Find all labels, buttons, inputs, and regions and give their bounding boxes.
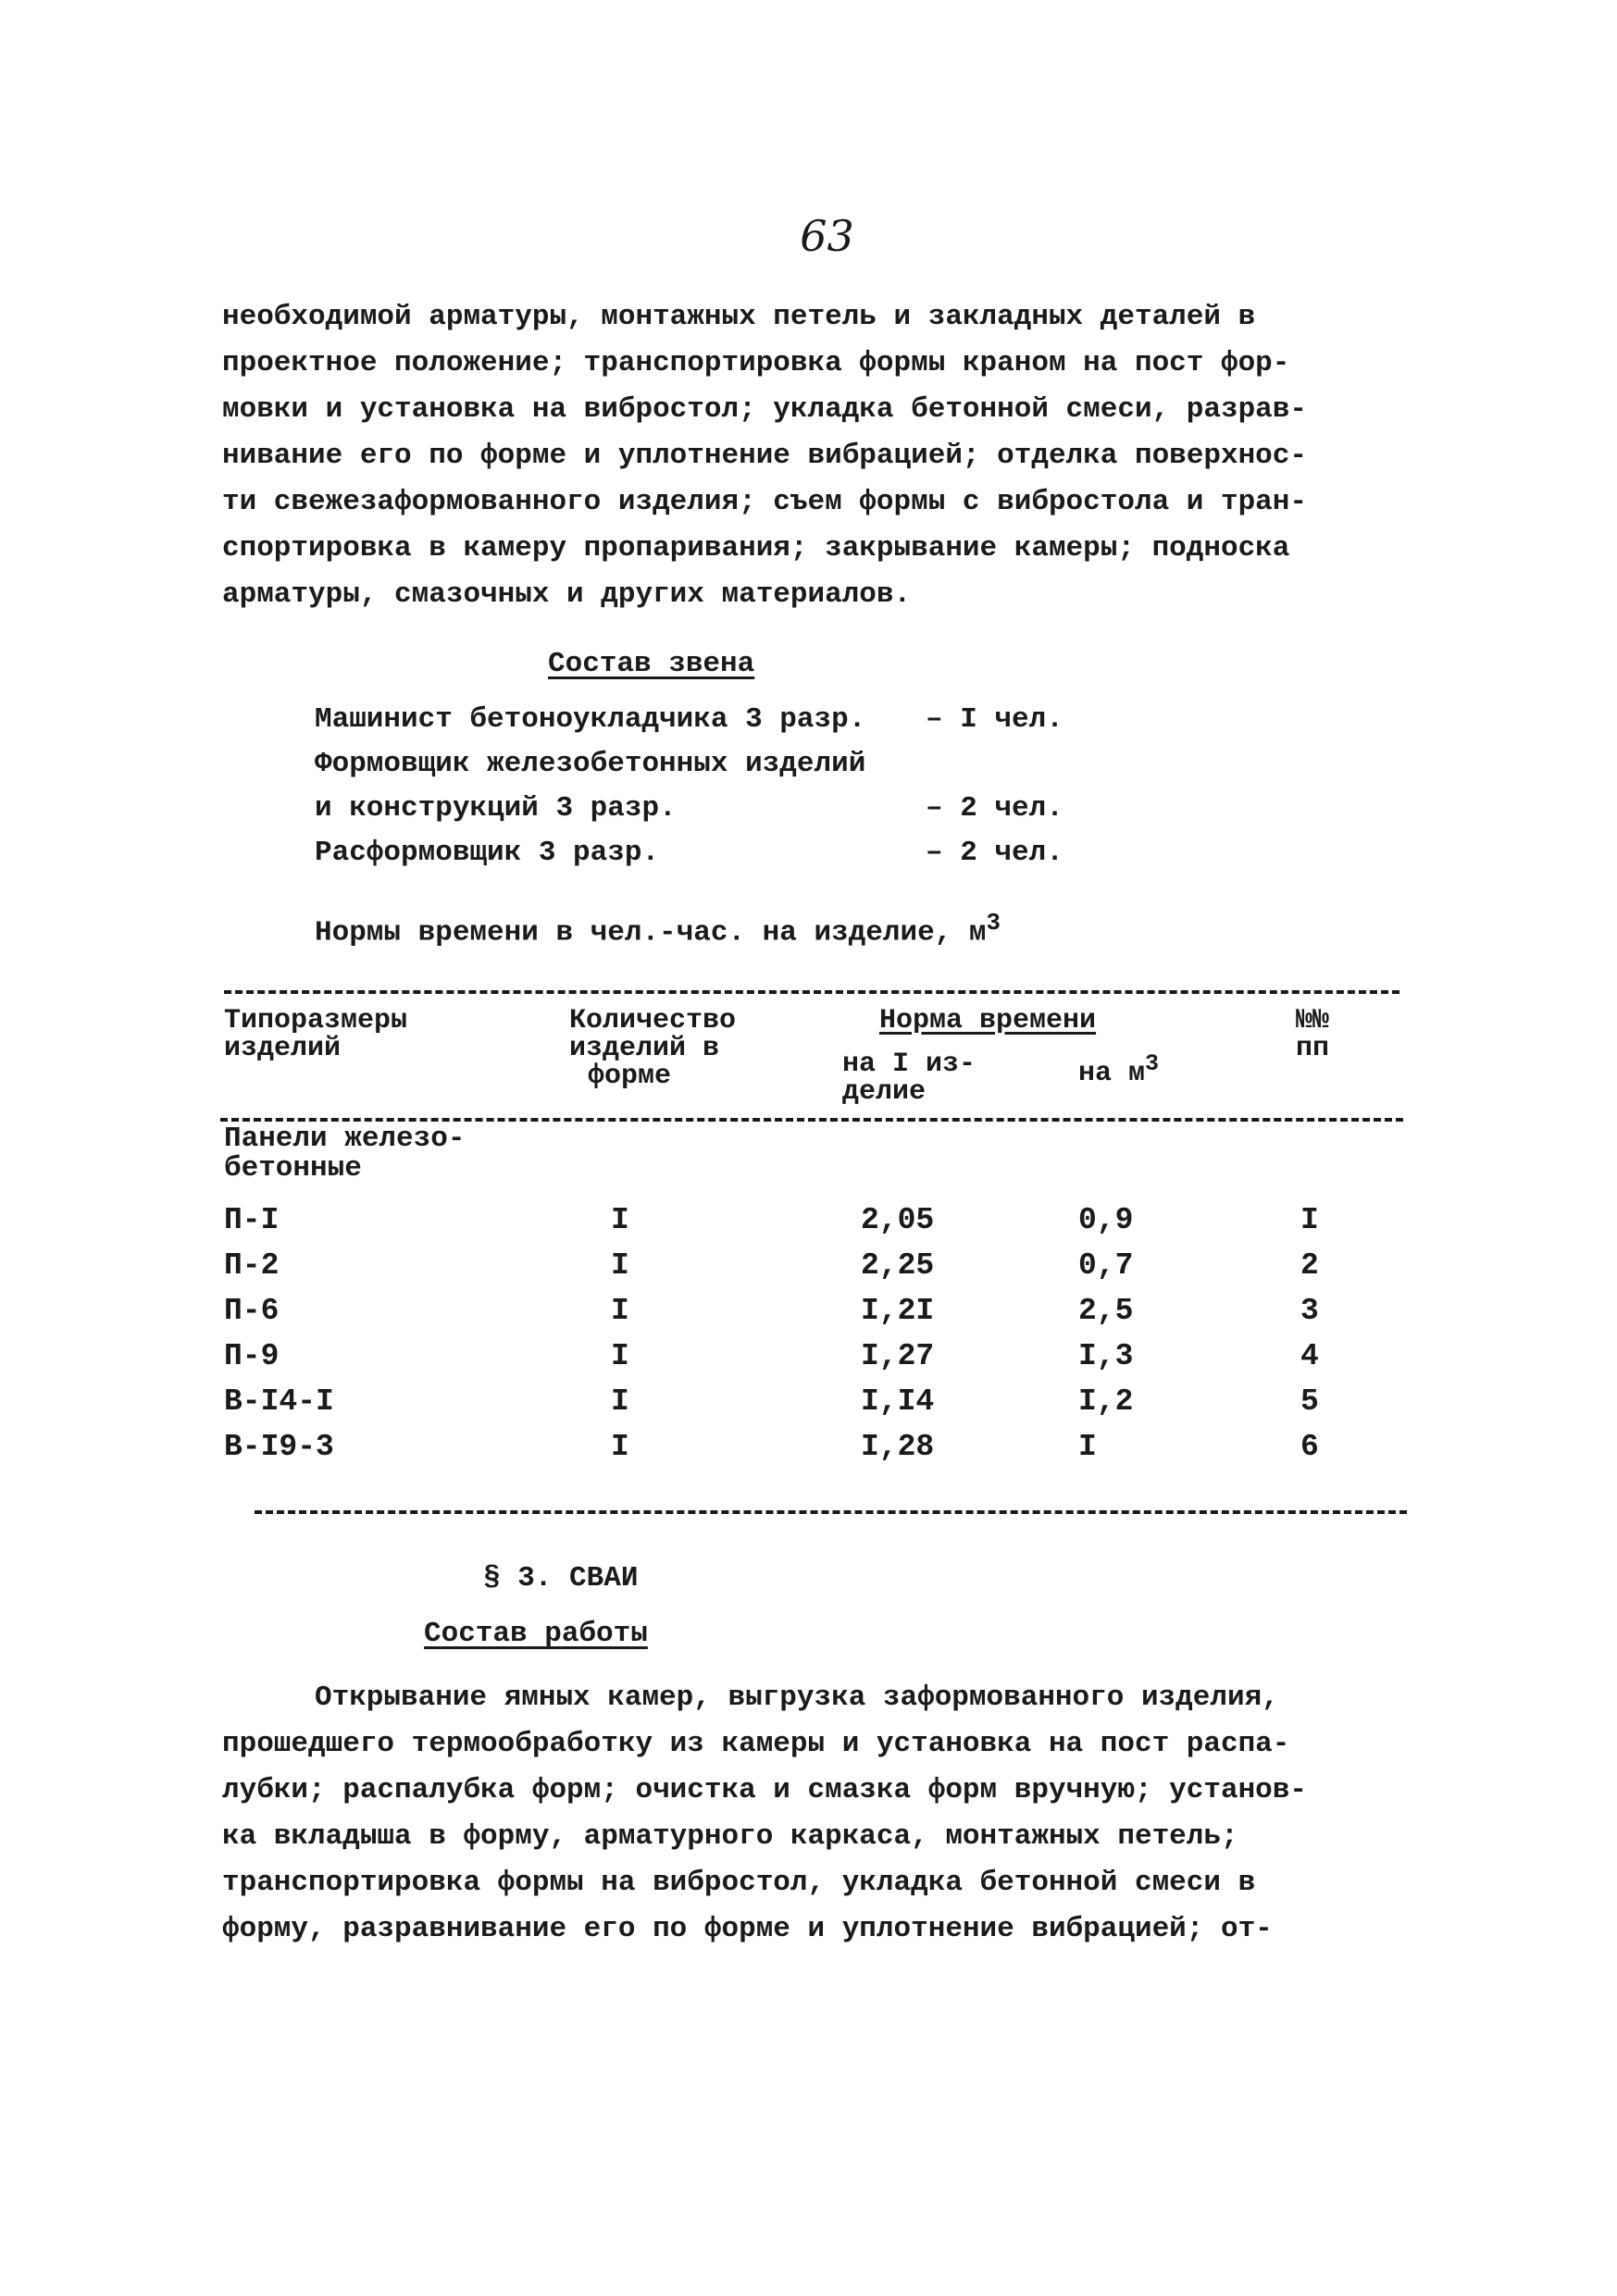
table-group-label xyxy=(224,1124,465,1184)
header-per-m3-text: на м xyxy=(1078,1058,1146,1089)
work-heading: Состав работы xyxy=(424,1618,648,1650)
cell-quantity: I xyxy=(611,1248,629,1283)
text-line: прошедшего термообработку из камеры и установка на пост распа- xyxy=(222,1728,1290,1760)
page-number: 63 xyxy=(800,211,854,261)
cell-per-m3: 2,5 xyxy=(1078,1294,1134,1328)
crew-count: – I чел. xyxy=(926,703,1063,736)
header-per-m3 xyxy=(1078,1050,1159,1087)
crew-role: Расформовщик 3 разр. xyxy=(315,837,660,869)
cell-quantity: I xyxy=(611,1294,629,1328)
text-line: арматуры, смазочных и других материалов. xyxy=(222,578,912,611)
cell-per-m3: I,3 xyxy=(1078,1339,1134,1373)
table-row xyxy=(0,1248,1617,1293)
header-number xyxy=(1296,1007,1329,1062)
cell-quantity: I xyxy=(611,1430,629,1464)
crew-item xyxy=(315,748,1148,792)
crew-heading: Состав звена xyxy=(548,648,755,680)
crew-list xyxy=(315,703,1148,881)
table-rule-bottom xyxy=(255,1510,1407,1514)
table-row xyxy=(0,1203,1617,1247)
crew-item xyxy=(315,703,1148,748)
crew-count: – 2 чел. xyxy=(926,792,1063,825)
text-line: спортировка в камеру пропаривания; закрывание камеры; подноска xyxy=(222,532,1290,565)
header-type-line: Типоразмеры xyxy=(224,1005,408,1036)
table-rule-header xyxy=(220,1118,1403,1122)
crew-item xyxy=(315,792,1148,837)
cell-per-item: I,28 xyxy=(861,1430,935,1464)
header-quantity-line: Количество xyxy=(569,1005,737,1036)
cell-number: 6 xyxy=(1300,1430,1319,1464)
cell-type: П-2 xyxy=(224,1248,280,1283)
text-line: Открывание ямных камер, выгрузка заформованного изделия, xyxy=(315,1682,1279,1714)
header-norm-group: Норма времени xyxy=(879,1005,1097,1036)
norm-caption-text: Нормы времени в чел.-час. на изделие, м xyxy=(315,916,987,949)
text-line: транспортировка формы на вибростол, укладка бетонной смеси в xyxy=(222,1867,1256,1899)
text-line: ти свежезаформованного изделия; съем формы с вибростола и тран- xyxy=(222,486,1307,518)
cell-per-item: I,I4 xyxy=(861,1384,935,1419)
text-line: ка вкладыша в форму, арматурного каркаса, монтажных петель; xyxy=(222,1820,1238,1853)
text-line: мовки и установка на вибростол; укладка бетонной смеси, разрав- xyxy=(222,393,1307,426)
cell-per-m3: I xyxy=(1078,1430,1097,1464)
cell-per-item: I,27 xyxy=(861,1339,935,1373)
group-label-line: бетонные xyxy=(224,1152,362,1185)
cell-per-m3: 0,7 xyxy=(1078,1248,1134,1283)
header-number-line: №№ xyxy=(1296,1005,1330,1036)
cell-number: 5 xyxy=(1300,1384,1319,1419)
crew-item xyxy=(315,837,1148,881)
group-label-line: Панели железо- xyxy=(224,1123,466,1155)
header-quantity xyxy=(569,1007,736,1090)
header-per-item-line: делие xyxy=(842,1076,927,1108)
cell-type: П-9 xyxy=(224,1339,280,1373)
cell-quantity: I xyxy=(611,1203,629,1237)
text-line: форму, разравнивание его по форме и уплотнение вибрацией; от- xyxy=(222,1913,1273,1945)
header-per-m3-sup: 3 xyxy=(1145,1050,1160,1077)
cell-quantity: I xyxy=(611,1384,629,1419)
header-quantity-line: форме xyxy=(588,1061,672,1092)
crew-role: и конструкций 3 разр. xyxy=(315,792,677,825)
crew-count: – 2 чел. xyxy=(926,837,1063,869)
section-title: § 3. СВАИ xyxy=(483,1562,639,1595)
header-number-line: пп xyxy=(1296,1033,1330,1064)
norm-caption-sup: 3 xyxy=(986,909,1001,937)
crew-role: Машинист бетоноукладчика 3 разр. xyxy=(315,703,866,736)
header-quantity-line: изделий в xyxy=(569,1033,720,1064)
cell-per-item: I,2I xyxy=(861,1294,935,1328)
cell-number: 4 xyxy=(1300,1339,1319,1373)
table-rule-top xyxy=(224,990,1399,994)
cell-number: I xyxy=(1300,1203,1319,1237)
table-row xyxy=(0,1294,1617,1338)
cell-per-item: 2,05 xyxy=(861,1203,935,1237)
cell-quantity: I xyxy=(611,1339,629,1373)
text-line: нивание его по форме и уплотнение вибрацией; отделка поверхнос- xyxy=(222,440,1307,472)
header-per-item xyxy=(842,1050,976,1106)
table-row xyxy=(0,1430,1617,1474)
cell-per-item: 2,25 xyxy=(861,1248,935,1283)
table-row xyxy=(0,1339,1617,1384)
cell-type: П-6 xyxy=(224,1294,280,1328)
work-paragraph xyxy=(222,1675,1388,1953)
cell-type: В-I9-3 xyxy=(224,1430,334,1464)
cell-per-m3: 0,9 xyxy=(1078,1203,1134,1237)
cell-per-m3: I,2 xyxy=(1078,1384,1134,1419)
cell-number: 3 xyxy=(1300,1294,1319,1328)
cell-type: В-I4-I xyxy=(224,1384,334,1419)
text-line: необходимой арматуры, монтажных петель и закладных деталей в xyxy=(222,301,1256,333)
crew-role: Формовщик железобетонных изделий xyxy=(315,748,866,780)
table-row xyxy=(0,1384,1617,1429)
header-type xyxy=(224,1007,407,1062)
cell-number: 2 xyxy=(1300,1248,1319,1283)
text-line: лубки; распалубка форм; очистка и смазка форм вручную; установ- xyxy=(222,1774,1307,1806)
header-per-item-line: на I из- xyxy=(842,1049,976,1080)
intro-paragraph xyxy=(222,294,1388,618)
cell-type: П-I xyxy=(224,1203,280,1237)
text-line: проектное положение; транспортировка формы краном на пост фор- xyxy=(222,347,1290,379)
header-type-line: изделий xyxy=(224,1033,342,1064)
norm-caption xyxy=(315,909,1001,949)
